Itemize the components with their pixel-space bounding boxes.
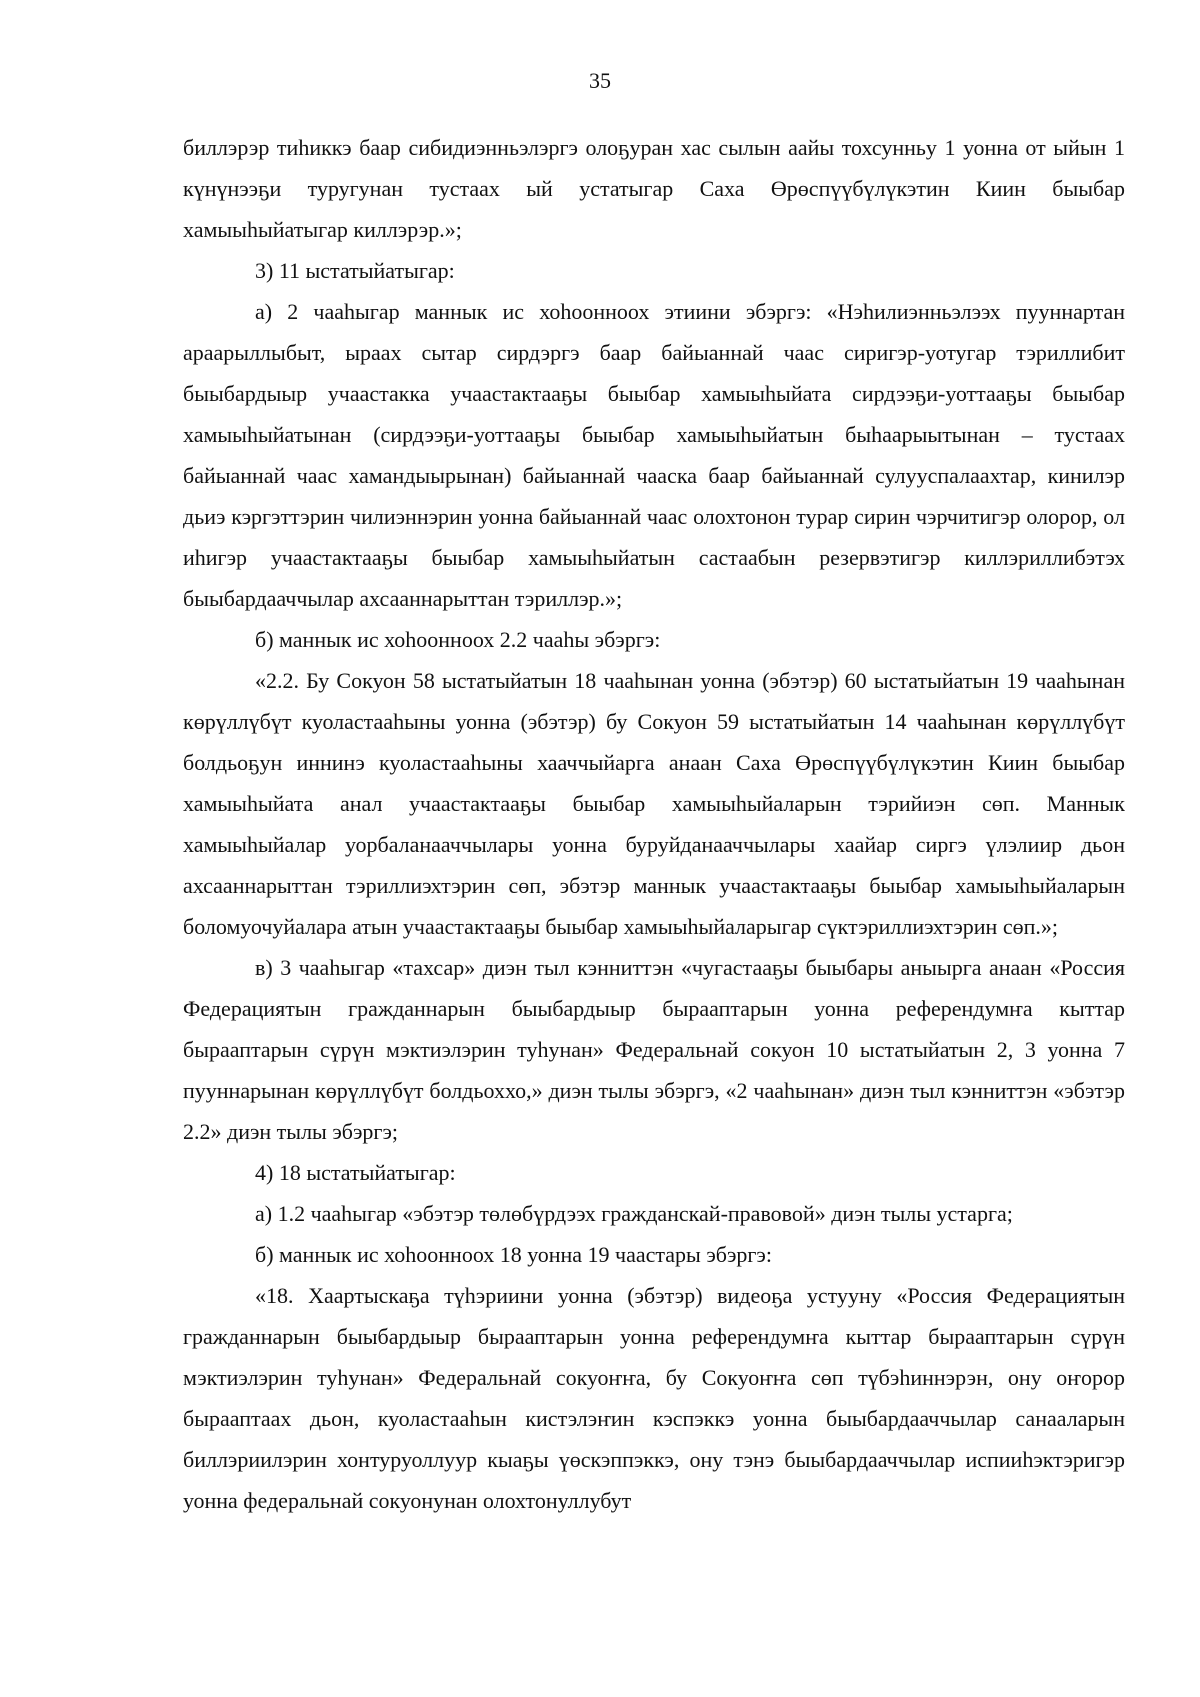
- paragraph-2: 3) 11 ыстатыйатыгар:: [255, 258, 455, 283]
- paragraph-9: б) маннык ис хоһоонноох 18 уонна 19 чаастары эбэргэ:: [255, 1242, 772, 1267]
- document-body: [183, 127, 1125, 1521]
- paragraph-1: биллэрэр тиһиккэ баар сибидиэнньэлэргэ олоҕуран хас сылын аайы тохсунньу 1 уонна от ыйын 1 күнүнээҕи туругунан тустаах ый устатыгар Саха Өрөспүүбүлүкэтин Киин быыбар хамыыһыйатыгар киллэрэр.»;: [183, 135, 1125, 242]
- paragraph-8: а) 1.2 чааһыгар «эбэтэр төлөбүрдээх гражданскай-правовой» диэн тылы устарга;: [255, 1201, 1013, 1226]
- paragraph-3: а) 2 чааһыгар маннык ис хоһоонноох этиини эбэргэ: «Нэһилиэнньэлээх пууннартан араарыллыбыт, ыраах сытар сирдэргэ баар байыаннай чаас сиригэр-уотугар тэриллибит быыбардыыр учаастакка учаастактааҕы быыбар хамыыһыйата сирдээҕи-уоттааҕы быыбар хамыыһыйатынан (сирдээҕи-уоттааҕы быыбар хамыыһыйатын быһаарыытынан – тустаах байыаннай чаас хамандыырынан) байыаннай чааска баар байыаннай сулууспалаахтар, кинилэр дьиэ кэргэттэрин чилиэннэрин уонна байыаннай чаас олохтонон турар сирин чэрчитигэр олорор, ол иһигэр учаастактааҕы быыбар хамыыһыйатын састаабын резервэтигэр киллэриллибэтэх быыбардааччылар ахсааннарыттан тэриллэр.»;: [183, 299, 1125, 611]
- paragraph-10: «18. Хаартыскаҕа түһэриини уонна (эбэтэр) видеоҕа устууну «Россия Федерациятын гражданнарын быыбардыыр бырааптарын уонна референдумҥа кыттар бырааптарын сүрүн мэктиэлэрин туһунан» Федеральнай сокуоҥҥа, бу Сокуоҥҥа сөп түбэһиннэрэн, ону оҥорор бырааптаах дьон, куоластааһын кистэлэҥин кэспэккэ уонна быыбардааччылар санааларын биллэриилэрин хонтуруоллуур кыаҕы үөскэппэккэ, ону тэнэ быыбардааччылар испииһэктэригэр уонна федеральнай сокуонунан олохтонуллубут: [183, 1283, 1125, 1513]
- page-number: 35: [589, 68, 611, 93]
- paragraph-7: 4) 18 ыстатыйатыгар:: [255, 1160, 456, 1185]
- paragraph-6: в) 3 чааһыгар «тахсар» диэн тыл кэнниттэн «чугастааҕы быыбары аныырга анаан «Россия Федерациятын гражданнарын быыбардыыр бырааптарын уонна референдумҥа кыттар бырааптарын сүрүн мэктиэлэрин туһунан» Федеральнай сокуон 10 ыстатыйатын 2, 3 уонна 7 пууннарынан көрүллүбүт болдьоххо,» диэн тылы эбэргэ, «2 чааһынан» диэн тыл кэнниттэн «эбэтэр 2.2» диэн тылы эбэргэ;: [183, 955, 1125, 1144]
- paragraph-5: «2.2. Бу Сокуон 58 ыстатыйатын 18 чааһынан уонна (эбэтэр) 60 ыстатыйатын 19 чааһынан көрүллүбүт куоластааһыны уонна (эбэтэр) бу Сокуон 59 ыстатыйатын 14 чааһынан көрүллүбүт болдьоҕун иннинэ куоластааһыны хааччыйарга анаан Саха Өрөспүүбүлүкэтин Киин быыбар хамыыһыйата анал учаастактааҕы быыбар хамыыһыйаларын тэрийиэн сөп. Маннык хамыыһыйалар уорбаланааччылары уонна буруйданааччылары хаайар сиргэ үлэлиир дьон ахсааннарыттан тэриллиэхтэрин сөп, эбэтэр маннык учаастактааҕы быыбар хамыыһыйаларын боломуочуйалара атын учаастактааҕы быыбар хамыыһыйаларыгар сүктэриллиэхтэрин сөп.»;: [183, 668, 1125, 939]
- paragraph-4: б) маннык ис хоһоонноох 2.2 чааһы эбэргэ:: [255, 627, 661, 652]
